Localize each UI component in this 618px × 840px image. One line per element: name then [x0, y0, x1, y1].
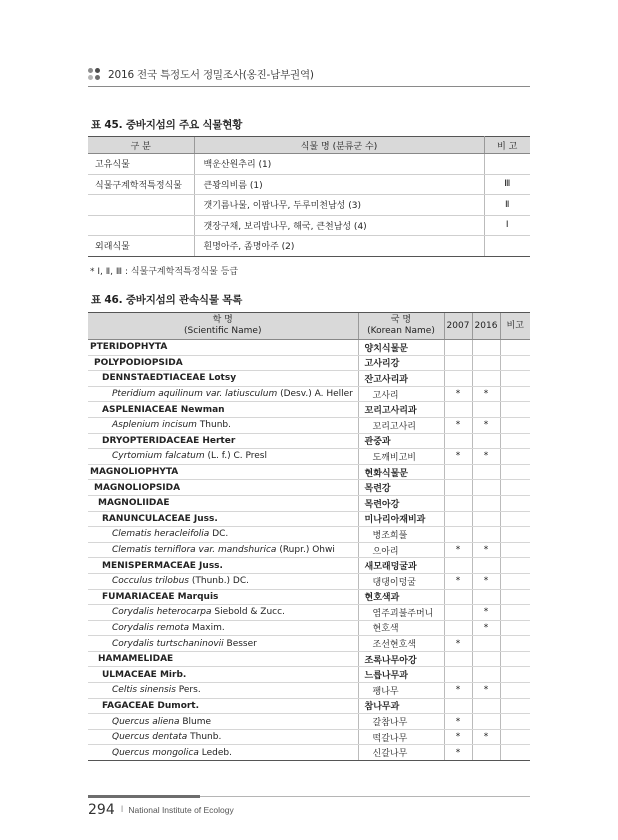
table46-row — [88, 417, 530, 433]
record-note — [500, 573, 530, 589]
record-y2007 — [444, 433, 472, 449]
table45-row — [88, 215, 530, 236]
korean-name: 신갈나무 — [358, 745, 444, 761]
korean-name: 양치식물문 — [358, 340, 444, 356]
footer-divider — [200, 796, 530, 797]
record-note — [500, 417, 530, 433]
korean-name: 도깨비고비 — [358, 449, 444, 465]
table46-row — [88, 542, 530, 558]
scientific-name — [88, 589, 358, 605]
scientific-name — [88, 511, 358, 527]
table45-caption: 표 45. 중바지섬의 주요 식물현황 — [91, 119, 243, 131]
table45-cell-plants: 백운산원추리 (1) — [194, 154, 484, 175]
table45-cell-note — [484, 154, 530, 175]
table46-body — [88, 340, 530, 761]
table45-cell-category: 외래식물 — [88, 236, 194, 257]
record-note — [500, 449, 530, 465]
record-y2016: * — [472, 620, 500, 636]
record-note — [500, 464, 530, 480]
record-note — [500, 386, 530, 402]
record-y2007 — [444, 620, 472, 636]
record-y2016 — [472, 714, 500, 730]
table45-header-note: 비 고 — [484, 137, 530, 154]
korean-name: 잔고사리과 — [358, 371, 444, 387]
korean-name: 으아리 — [358, 542, 444, 558]
scientific-name-text: DRYOPTERIDACEAE Herter — [102, 435, 236, 446]
record-y2007 — [444, 605, 472, 621]
scientific-name — [88, 745, 358, 761]
scientific-name-text: DENNSTAEDTIACEAE Lotsy — [102, 373, 237, 384]
table45-header-row — [88, 137, 530, 154]
record-y2016 — [472, 464, 500, 480]
scientific-name-text: Quercus mongolica — [112, 747, 199, 758]
table45-row — [88, 154, 530, 175]
record-note — [500, 714, 530, 730]
footer-org: National Institute of Ecology — [128, 805, 234, 815]
scientific-name-text: Quercus dentata — [112, 732, 188, 743]
record-note — [500, 745, 530, 761]
scientific-name-text: FAGACEAE Dumort. — [102, 700, 200, 711]
record-y2007 — [444, 558, 472, 574]
korean-name: 현호색과 — [358, 589, 444, 605]
table46-row — [88, 573, 530, 589]
scientific-name — [88, 714, 358, 730]
scientific-name-text: Quercus aliena — [112, 716, 180, 727]
header-scientific-ko: 학 명 — [212, 315, 233, 325]
record-y2016 — [472, 636, 500, 652]
page-number: 294 — [88, 802, 115, 818]
scientific-name — [88, 433, 358, 449]
record-y2016 — [472, 511, 500, 527]
table46-row — [88, 386, 530, 402]
scientific-name-text: Clematis heracleifolia — [112, 529, 210, 540]
table45-row — [88, 174, 530, 195]
scientific-name — [88, 464, 358, 480]
korean-name: 고사리강 — [358, 355, 444, 371]
record-note — [500, 527, 530, 543]
scientific-name-text: ULMACEAE Mirb. — [102, 669, 187, 680]
table45-cell-note — [484, 236, 530, 257]
table46-row — [88, 340, 530, 356]
korean-name: 현화식물문 — [358, 464, 444, 480]
record-note — [500, 495, 530, 511]
scientific-name-text: HAMAMELIDAE — [98, 654, 174, 665]
record-y2007: * — [444, 573, 472, 589]
record-note — [500, 558, 530, 574]
korean-name: 목련강 — [358, 480, 444, 496]
header-dots-icon — [88, 68, 102, 80]
record-y2007 — [444, 371, 472, 387]
record-y2016 — [472, 589, 500, 605]
record-note — [500, 729, 530, 745]
record-note — [500, 620, 530, 636]
scientific-name — [88, 449, 358, 465]
header-scientific-en: (Scientific Name) — [184, 326, 262, 336]
record-y2007 — [444, 527, 472, 543]
scientific-name — [88, 371, 358, 387]
record-note — [500, 698, 530, 714]
scientific-name — [88, 573, 358, 589]
scientific-name — [88, 651, 358, 667]
record-y2007 — [444, 651, 472, 667]
record-y2016: * — [472, 417, 500, 433]
table46-row — [88, 495, 530, 511]
record-note — [500, 340, 530, 356]
record-y2016 — [472, 495, 500, 511]
korean-name: 팽나무 — [358, 683, 444, 699]
record-y2016 — [472, 355, 500, 371]
record-y2007 — [444, 355, 472, 371]
scientific-name — [88, 636, 358, 652]
record-note — [500, 355, 530, 371]
table45-cell-category: 식물구계학적특정식물 — [88, 174, 194, 195]
record-y2007: * — [444, 636, 472, 652]
table46-row — [88, 667, 530, 683]
record-note — [500, 651, 530, 667]
scientific-name-text: MAGNOLIIDAE — [98, 498, 170, 509]
footer-accent-bar — [88, 795, 200, 798]
table46-header-2016: 2016 — [472, 313, 500, 340]
record-y2007: * — [444, 386, 472, 402]
table45-cell-plants: 큰꽝의비름 (1) — [194, 174, 484, 195]
korean-name: 병조희풀 — [358, 527, 444, 543]
scientific-name — [88, 386, 358, 402]
table46-row — [88, 402, 530, 418]
scientific-author: Siebold & Zucc. — [211, 607, 285, 618]
korean-name: 미나리아재비과 — [358, 511, 444, 527]
korean-name: 떡갈나무 — [358, 729, 444, 745]
table46-row — [88, 605, 530, 621]
table45-cell-plants: 갯기름나물, 이팝나무, 두루미천남성 (3) — [194, 195, 484, 216]
record-y2007: * — [444, 745, 472, 761]
scientific-name — [88, 495, 358, 511]
scientific-name-text: Celtis sinensis — [112, 685, 176, 696]
table45-cell-note: Ⅰ — [484, 215, 530, 236]
table46-row — [88, 620, 530, 636]
record-y2016: * — [472, 542, 500, 558]
korean-name: 갈참나무 — [358, 714, 444, 730]
scientific-name-text: Corydalis heterocarpa — [112, 607, 212, 618]
record-y2007 — [444, 402, 472, 418]
korean-name: 염주괴불주머니 — [358, 605, 444, 621]
scientific-name — [88, 729, 358, 745]
table46 — [88, 312, 530, 761]
table45-cell-category — [88, 215, 194, 236]
record-note — [500, 667, 530, 683]
table45-cell-plants: 갯장구채, 보리밥나무, 해국, 큰천남성 (4) — [194, 215, 484, 236]
table46-header-scientific — [88, 313, 358, 340]
table46-row — [88, 683, 530, 699]
korean-name: 꼬리고사리과 — [358, 402, 444, 418]
scientific-author: Blume — [179, 716, 212, 727]
scientific-author: Besser — [223, 638, 257, 649]
scientific-name-text: Clematis terniflora var. mandshurica — [112, 545, 277, 556]
korean-name: 참나무과 — [358, 698, 444, 714]
scientific-author: (L. f.) C. Presl — [204, 451, 267, 462]
record-y2016: * — [472, 573, 500, 589]
record-note — [500, 589, 530, 605]
table46-row — [88, 729, 530, 745]
scientific-name — [88, 558, 358, 574]
record-y2007: * — [444, 729, 472, 745]
scientific-name-text: Corydalis remota — [112, 622, 190, 633]
table46-row — [88, 480, 530, 496]
record-y2016 — [472, 558, 500, 574]
scientific-name — [88, 620, 358, 636]
table46-row — [88, 371, 530, 387]
record-y2007 — [444, 480, 472, 496]
korean-name: 새모래덩굴과 — [358, 558, 444, 574]
scientific-name — [88, 417, 358, 433]
record-y2016 — [472, 371, 500, 387]
record-note — [500, 542, 530, 558]
scientific-author: Ledeb. — [198, 747, 232, 758]
record-y2007: * — [444, 542, 472, 558]
record-y2016 — [472, 527, 500, 543]
table46-row — [88, 449, 530, 465]
korean-name: 조록나무아강 — [358, 651, 444, 667]
record-y2016 — [472, 667, 500, 683]
table46-row — [88, 714, 530, 730]
header-title: 2016 전국 특정도서 정밀조사(옹진-남부권역) — [108, 68, 314, 81]
scientific-author: (Rupr.) Ohwi — [276, 545, 335, 556]
table46-row — [88, 589, 530, 605]
table46-row — [88, 527, 530, 543]
record-y2007: * — [444, 417, 472, 433]
header-korean-ko: 국 명 — [390, 315, 412, 325]
scientific-author: Thunb. — [196, 420, 231, 431]
table46-caption: 표 46. 중바지섬의 관속식물 목록 — [91, 294, 243, 306]
record-y2016 — [472, 340, 500, 356]
record-y2007 — [444, 589, 472, 605]
table45-cell-note: Ⅲ — [484, 174, 530, 195]
scientific-name — [88, 480, 358, 496]
scientific-name — [88, 667, 358, 683]
table46-row — [88, 355, 530, 371]
page-footer — [88, 802, 234, 818]
scientific-name — [88, 542, 358, 558]
record-y2007: * — [444, 449, 472, 465]
table45-body — [88, 154, 530, 257]
scientific-name-text: Cocculus trilobus — [112, 576, 189, 587]
record-y2016 — [472, 480, 500, 496]
header-korean-en: (Korean Name) — [367, 326, 435, 336]
record-y2016 — [472, 402, 500, 418]
record-note — [500, 683, 530, 699]
record-note — [500, 371, 530, 387]
korean-name: 고사리 — [358, 386, 444, 402]
table45-header-category: 구 분 — [88, 137, 194, 154]
footer-separator: I — [120, 805, 124, 815]
running-header — [88, 64, 528, 84]
record-y2007 — [444, 698, 472, 714]
record-note — [500, 433, 530, 449]
record-y2016: * — [472, 683, 500, 699]
scientific-name — [88, 527, 358, 543]
table45-cell-category: 고유식물 — [88, 154, 194, 175]
scientific-name — [88, 340, 358, 356]
scientific-author: (Thunb.) DC. — [189, 576, 250, 587]
scientific-name-text: FUMARIACEAE Marquis — [102, 591, 219, 602]
scientific-author: (Desv.) A. Heller — [277, 389, 353, 400]
table46-row — [88, 558, 530, 574]
scientific-name-text: POLYPODIOPSIDA — [94, 357, 183, 368]
scientific-name-text: MAGNOLIOPSIDA — [94, 482, 181, 493]
scientific-name-text: Corydalis turtschaninovii — [112, 638, 224, 649]
scientific-author: DC. — [209, 529, 229, 540]
table46-row — [88, 464, 530, 480]
record-y2016 — [472, 433, 500, 449]
table46-row — [88, 651, 530, 667]
table45-footnote: * Ⅰ, Ⅱ, Ⅲ : 식물구계학적특정식물 등급 — [90, 267, 239, 277]
record-y2007 — [444, 511, 472, 527]
scientific-name-text: PTERIDOPHYTA — [90, 342, 168, 353]
scientific-name-text: Asplenium incisum — [112, 420, 197, 431]
record-y2007: * — [444, 683, 472, 699]
record-note — [500, 480, 530, 496]
table46-header-row — [88, 313, 530, 340]
scientific-name-text: Pteridium aquilinum var. latiusculum — [112, 389, 278, 400]
korean-name: 느릅나무과 — [358, 667, 444, 683]
scientific-name — [88, 355, 358, 371]
record-y2007 — [444, 495, 472, 511]
record-y2016 — [472, 698, 500, 714]
record-y2016 — [472, 745, 500, 761]
scientific-author: Maxim. — [189, 622, 225, 633]
table46-header-2007: 2007 — [444, 313, 472, 340]
scientific-name — [88, 402, 358, 418]
korean-name: 목련아강 — [358, 495, 444, 511]
scientific-name-text: MENISPERMACEAE Juss. — [102, 560, 223, 571]
table45-cell-note: Ⅱ — [484, 195, 530, 216]
record-y2007: * — [444, 714, 472, 730]
table46-row — [88, 636, 530, 652]
record-note — [500, 511, 530, 527]
table46-row — [88, 698, 530, 714]
korean-name: 관중과 — [358, 433, 444, 449]
korean-name: 댕댕이덩굴 — [358, 573, 444, 589]
record-note — [500, 636, 530, 652]
table45-row — [88, 236, 530, 257]
korean-name: 꼬리고사리 — [358, 417, 444, 433]
table46-row — [88, 433, 530, 449]
scientific-name — [88, 605, 358, 621]
scientific-name-text: MAGNOLIOPHYTA — [90, 467, 179, 478]
header-divider — [88, 86, 530, 87]
record-y2016: * — [472, 729, 500, 745]
table46-row — [88, 745, 530, 761]
korean-name: 조선현호색 — [358, 636, 444, 652]
record-note — [500, 402, 530, 418]
scientific-name — [88, 698, 358, 714]
table46-row — [88, 511, 530, 527]
record-y2016: * — [472, 386, 500, 402]
scientific-author: Pers. — [175, 685, 201, 696]
scientific-name-text: ASPLENIACEAE Newman — [102, 404, 225, 415]
table45-row — [88, 195, 530, 216]
record-y2007 — [444, 667, 472, 683]
table46-header-note: 비고 — [500, 313, 530, 340]
scientific-name-text: Cyrtomium falcatum — [112, 451, 205, 462]
table45-header-plants: 식물 명 (분류군 수) — [194, 137, 484, 154]
scientific-author: Thunb. — [187, 732, 222, 743]
scientific-name-text: RANUNCULACEAE Juss. — [102, 513, 218, 524]
record-y2016: * — [472, 605, 500, 621]
table45-cell-plants: 흰명아주, 좀명아주 (2) — [194, 236, 484, 257]
table46-header-korean — [358, 313, 444, 340]
korean-name: 현호색 — [358, 620, 444, 636]
record-y2016 — [472, 651, 500, 667]
record-y2007 — [444, 340, 472, 356]
table45 — [88, 136, 530, 257]
record-y2007 — [444, 464, 472, 480]
scientific-name — [88, 683, 358, 699]
record-note — [500, 605, 530, 621]
table45-cell-category — [88, 195, 194, 216]
record-y2016: * — [472, 449, 500, 465]
